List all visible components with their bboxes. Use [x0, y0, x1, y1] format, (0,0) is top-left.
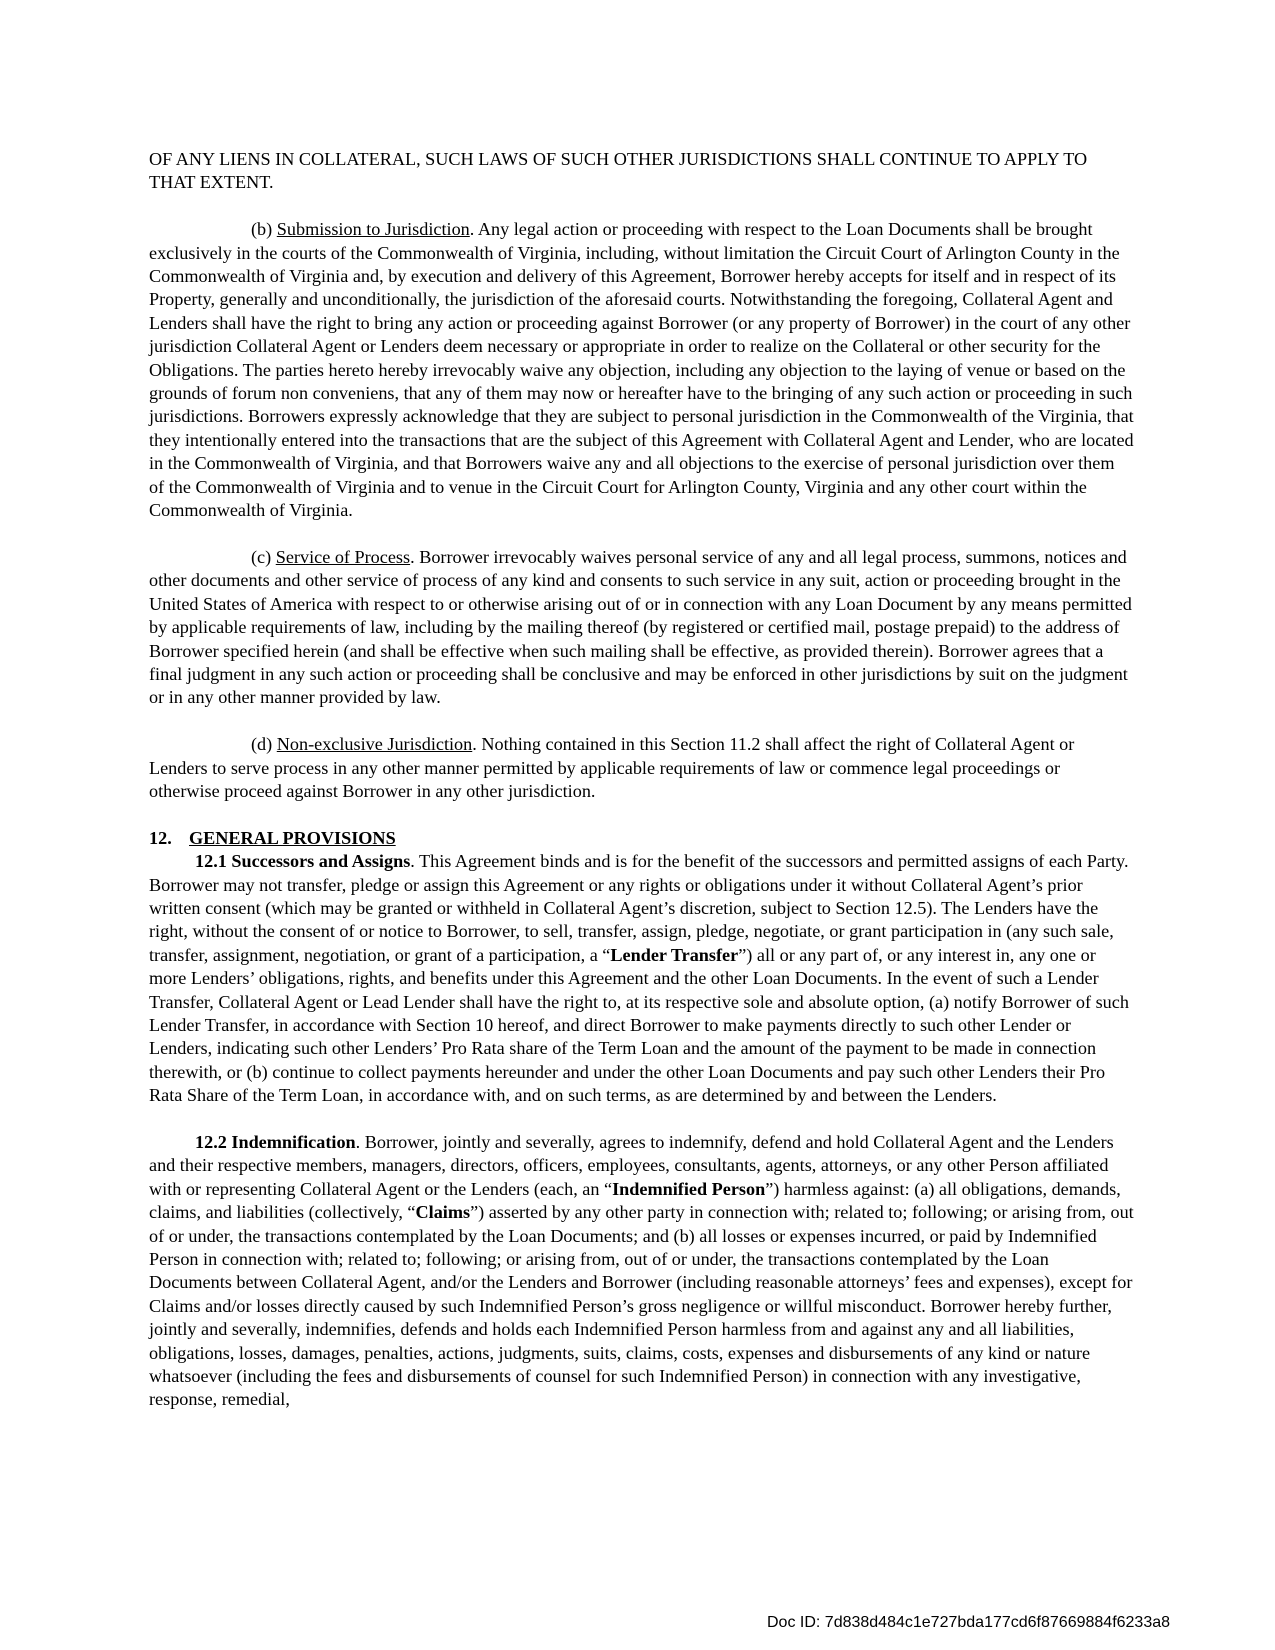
- continuation-paragraph: OF ANY LIENS IN COLLATERAL, SUCH LAWS OF SUCH OTHER JURISDICTIONS SHALL CONTINUE TO APPLY TO THAT EXTENT.: [149, 149, 1088, 193]
- defined-term-indemnified-person: Indemnified Person: [612, 1178, 766, 1199]
- defined-term-claims: Claims: [415, 1202, 471, 1223]
- section-12-2: [149, 1131, 1134, 1412]
- defined-term-lender-transfer: Lender Transfer: [610, 944, 739, 965]
- doc-id-footer: Doc ID: 7d838d484c1e727bda177cd6f87669884f6233a8: [767, 1614, 1171, 1631]
- subsection-c-title: Service of Process: [275, 546, 411, 567]
- section-12-1-heading: 12.1 Successors and Assigns: [195, 851, 411, 872]
- section-12-2-heading: 12.2 Indemnification: [195, 1131, 356, 1152]
- subsection-b-label: (b): [251, 219, 273, 240]
- document-body: [149, 148, 1134, 1412]
- subsection-d-title: Non-exclusive Jurisdiction: [276, 734, 473, 755]
- section-12-1-body-1: . This Agreement binds and is for the benefit of the successors and permitted assigns of each Party. Borrower may not transfer, pledge or assign this Agreement or any rights or obligations under it without Collateral Agent’s prior written consent (which may be granted or withheld in Collateral Agent’s discretion, subject to Section 12.5). The Lenders have the right, without the consent of or notice to Borrower, to sell, transfer, assign, pledge, negotiate, or grant participation in (any such sale, transfer, assignment, negotiation, or grant of a participation, a “: [149, 851, 1129, 965]
- subsection-c: [149, 546, 1134, 710]
- subsection-c-label: (c): [251, 546, 272, 567]
- section-12-title: GENERAL PROVISIONS: [189, 827, 396, 848]
- subsection-b-body: . Any legal action or proceeding with respect to the Loan Documents shall be brought exclusively in the courts of the Commonwealth of Virginia, including, without limitation the Circuit Court of Arlington County in the Commonwealth of Virginia and, by execution and delivery of this Agreement, Borrower hereby accepts for itself and in respect of its Property, generally and unconditionally, the jurisdiction of the aforesaid courts. Notwithstanding the foregoing, Collateral Agent and Lenders shall have the right to bring any action or proceeding against Borrower (or any property of Borrower) in the court of any other jurisdiction Collateral Agent or Lenders deem necessary or appropriate in order to realize on the Collateral or other security for the Obligations. The parties hereto hereby irrevocably waive any objection, including any objection to the laying of venue or based on the grounds of forum non conveniens, that any of them may now or hereafter have to the bringing of any such action or proceeding in such jurisdictions. Borrowers expressly acknowledge that they are subject to personal jurisdiction in the Commonwealth of the Virginia, that they intentionally entered into the transactions that are the subject of this Agreement with Collateral Agent and Lender, who are located in the Commonwealth of Virginia, and that Borrowers waive any and all objections to the exercise of personal jurisdiction over them of the Commonwealth of Virginia and to venue in the Circuit Court for Arlington County, Virginia and any other court within the Commonwealth of Virginia.: [149, 219, 1134, 521]
- section-12-2-body-1: . Borrower, jointly and severally, agrees to indemnify, defend and hold Collateral Agent and the Lenders and their respective members, managers, directors, officers, employees, consultants, agents, attorneys, or any other Person affiliated with or representing Collateral Agent or the Lenders (each, an “: [149, 1131, 1114, 1199]
- subsection-d-label: (d): [251, 734, 273, 755]
- section-12-1-body-2: ”) all or any part of, or any interest in, any one or more Lenders’ obligations, rights, and benefits under this Agreement and the other Loan Documents. In the event of such a Lender Transfer, Collateral Agent or Lead Lender shall have the right to, at its respective sole and absolute option, (a) notify Borrower of such Lender Transfer, in accordance with Section 10 hereof, and direct Borrower to make payments directly to such other Lender or Lenders, indicating such other Lenders’ Pro Rata share of the Term Loan and the amount of the payment to be made in connection therewith, or (b) continue to collect payments hereunder and under the other Loan Documents and pay such other Lenders their Pro Rata Share of the Term Loan, in accordance with, and on such terms, as are determined by and between the Lenders.: [149, 944, 1129, 1106]
- section-12-number: 12.: [149, 827, 172, 848]
- subsection-d-body: . Nothing contained in this Section 11.2 shall affect the right of Collateral Agent or Lenders to serve process in any other manner permitted by applicable requirements of law or commence legal proceedings or otherwise proceed against Borrower in any other jurisdiction.: [149, 734, 1075, 801]
- section-12-2-body-2: ”) harmless against: (a) all obligations, demands, claims, and liabilities (collectively, “: [149, 1178, 1121, 1223]
- subsection-b: [149, 218, 1134, 522]
- subsection-b-title: Submission to Jurisdiction: [276, 219, 470, 240]
- section-12-1: [149, 850, 1134, 1107]
- subsection-c-body: . Borrower irrevocably waives personal service of any and all legal process, summons, notices and other documents and other service of process of any kind and consents to such service in any suit, action or proceeding brought in the United States of America with respect to or otherwise arising out of or in connection with any Loan Document by any means permitted by applicable requirements of law, including by the mailing thereof (by registered or certified mail, postage prepaid) to the address of Borrower specified herein (and shall be effective when such mailing shall be effective, as provided therein). Borrower agrees that a final judgment in any such action or proceeding shall be conclusive and may be enforced in other jurisdictions by suit on the judgment or in any other manner provided by law.: [149, 546, 1132, 708]
- section-12-2-body-3: ”) asserted by any other party in connection with; related to; following; or arising from, out of or under, the transactions contemplated by the Loan Documents; and (b) all losses or expenses incurred, or paid by Indemnified Person in connection with; related to; following; or arising from, out of or under, the transactions contemplated by the Loan Documents between Collateral Agent, and/or the Lenders and Borrower (including reasonable attorneys’ fees and expenses), except for Claims and/or losses directly caused by such Indemnified Person’s gross negligence or willful misconduct. Borrower hereby further, jointly and severally, indemnifies, defends and holds each Indemnified Person harmless from and against any and all liabilities, obligations, losses, damages, penalties, actions, judgments, suits, claims, costs, expenses and disbursements of any kind or nature whatsoever (including the fees and disbursements of counsel for such Indemnified Person) in connection with any investigative, response, remedial,: [149, 1202, 1134, 1410]
- subsection-d: [149, 733, 1134, 803]
- section-12-heading: [149, 827, 1134, 850]
